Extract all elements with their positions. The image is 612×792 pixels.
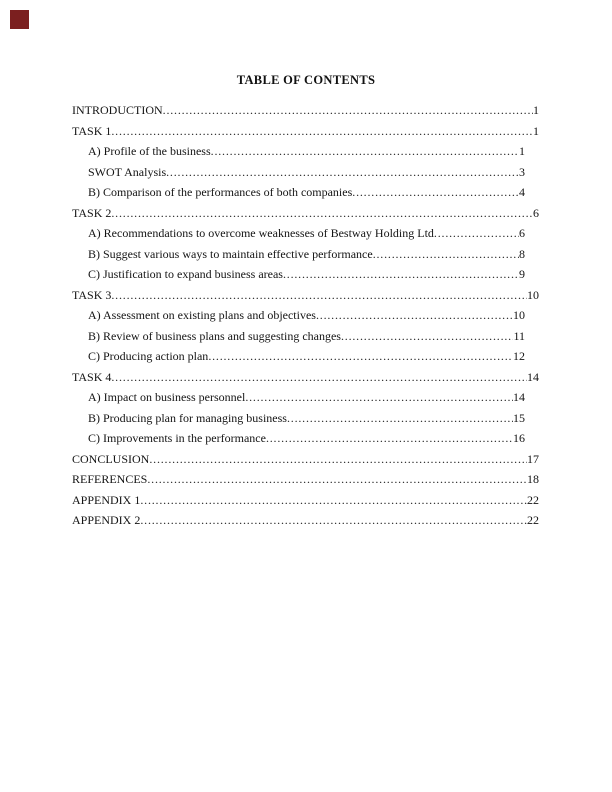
toc-entry-label: A) Recommendations to overcome weaknesses of Bestway Holding Ltd — [88, 226, 434, 240]
toc-entry-page: 18 — [527, 472, 539, 486]
toc-entry-page: 9 — [519, 267, 525, 281]
toc-entry — [72, 408, 539, 429]
toc-dot-leader — [352, 182, 519, 203]
toc-entry-page: 17 — [527, 451, 539, 466]
toc-entry-label: A) Assessment on existing plans and objectives — [88, 308, 316, 322]
toc-entry — [72, 346, 539, 367]
toc-entry-label: SWOT Analysis — [88, 164, 167, 179]
toc-dot-leader — [149, 449, 527, 470]
toc-entry — [72, 305, 539, 326]
toc-entry — [72, 264, 539, 285]
toc-entry-page: 14 — [513, 390, 525, 404]
toc-entry-label: C) Improvements in the performance — [88, 431, 266, 445]
toc-entry-page: 6 — [533, 205, 539, 220]
toc-dot-leader — [111, 203, 533, 224]
toc-entry-label: REFERENCES — [72, 472, 148, 486]
toc-dot-leader — [266, 428, 513, 449]
toc-entry-page: 8 — [519, 246, 525, 261]
table-of-contents — [72, 100, 539, 531]
toc-dot-leader — [316, 305, 513, 326]
toc-entry-label: C) Producing action plan — [88, 349, 209, 363]
toc-entry — [72, 428, 539, 449]
toc-entry — [72, 203, 539, 224]
page-title: TABLE OF CONTENTS — [236, 73, 376, 87]
toc-entry — [72, 387, 539, 408]
toc-entry-label: TASK 3 — [72, 287, 112, 302]
toc-dot-leader — [287, 408, 513, 429]
toc-dot-leader — [111, 285, 527, 306]
toc-dot-leader — [111, 367, 527, 388]
toc-entry-page: 22 — [527, 492, 539, 507]
brand-logo-square — [10, 10, 29, 29]
toc-entry-page: 10 — [527, 287, 539, 302]
toc-entry-page: 4 — [519, 185, 525, 199]
toc-entry — [72, 510, 539, 531]
toc-entry-label: INTRODUCTION — [72, 103, 163, 117]
toc-entry-page: 11 — [513, 328, 525, 343]
toc-entry-label: APPENDIX 2 — [72, 513, 141, 527]
toc-dot-leader — [163, 100, 533, 121]
toc-entry — [72, 490, 539, 511]
toc-entry-page: 12 — [513, 349, 525, 363]
toc-dot-leader — [208, 346, 513, 367]
toc-entry-label: A) Impact on business personnel — [88, 390, 246, 404]
toc-entry — [72, 285, 539, 306]
toc-entry-page: 1 — [519, 144, 525, 158]
toc-entry-label: B) Suggest various ways to maintain effective performance — [88, 246, 373, 261]
toc-entry-page: 6 — [519, 226, 525, 240]
toc-entry — [72, 223, 539, 244]
toc-entry-label: CONCLUSION — [72, 451, 150, 466]
toc-entry-page: 22 — [527, 513, 539, 527]
toc-entry — [72, 449, 539, 470]
toc-entry-page: 10 — [513, 308, 525, 322]
toc-dot-leader — [166, 162, 519, 183]
toc-entry-label: B) Review of business plans and suggesting changes — [88, 328, 341, 343]
toc-entry-page: 1 — [533, 103, 539, 117]
toc-dot-leader — [140, 490, 527, 511]
toc-dot-leader — [140, 510, 527, 531]
toc-entry — [72, 367, 539, 388]
toc-dot-leader — [373, 244, 519, 265]
toc-dot-leader — [245, 387, 513, 408]
toc-entry-label: TASK 4 — [72, 369, 112, 384]
toc-entry — [72, 121, 539, 142]
toc-dot-leader — [283, 264, 519, 285]
toc-entry — [72, 100, 539, 121]
toc-dot-leader — [211, 141, 519, 162]
toc-dot-leader — [111, 121, 533, 142]
toc-entry — [72, 162, 539, 183]
toc-entry-label: C) Justification to expand business areas — [88, 267, 283, 281]
toc-dot-leader — [147, 469, 527, 490]
toc-entry-page: 14 — [527, 369, 539, 384]
toc-entry-label: APPENDIX 1 — [72, 492, 141, 507]
toc-entry-label: B) Producing plan for managing business — [88, 410, 287, 425]
toc-entry-page: 15 — [513, 410, 525, 425]
toc-entry-page: 1 — [533, 123, 539, 138]
toc-entry-label: A) Profile of the business — [88, 144, 211, 158]
toc-entry — [72, 182, 539, 203]
toc-dot-leader — [434, 223, 519, 244]
toc-entry-label: B) Comparison of the performances of both companies — [88, 185, 353, 199]
toc-entry-page: 3 — [519, 164, 525, 179]
toc-entry — [72, 141, 539, 162]
toc-entry — [72, 469, 539, 490]
toc-entry — [72, 326, 539, 347]
toc-entry-page: 16 — [513, 431, 525, 445]
toc-entry-label: TASK 1 — [72, 123, 112, 138]
toc-dot-leader — [341, 326, 513, 347]
toc-entry — [72, 244, 539, 265]
toc-entry-label: TASK 2 — [72, 205, 112, 220]
